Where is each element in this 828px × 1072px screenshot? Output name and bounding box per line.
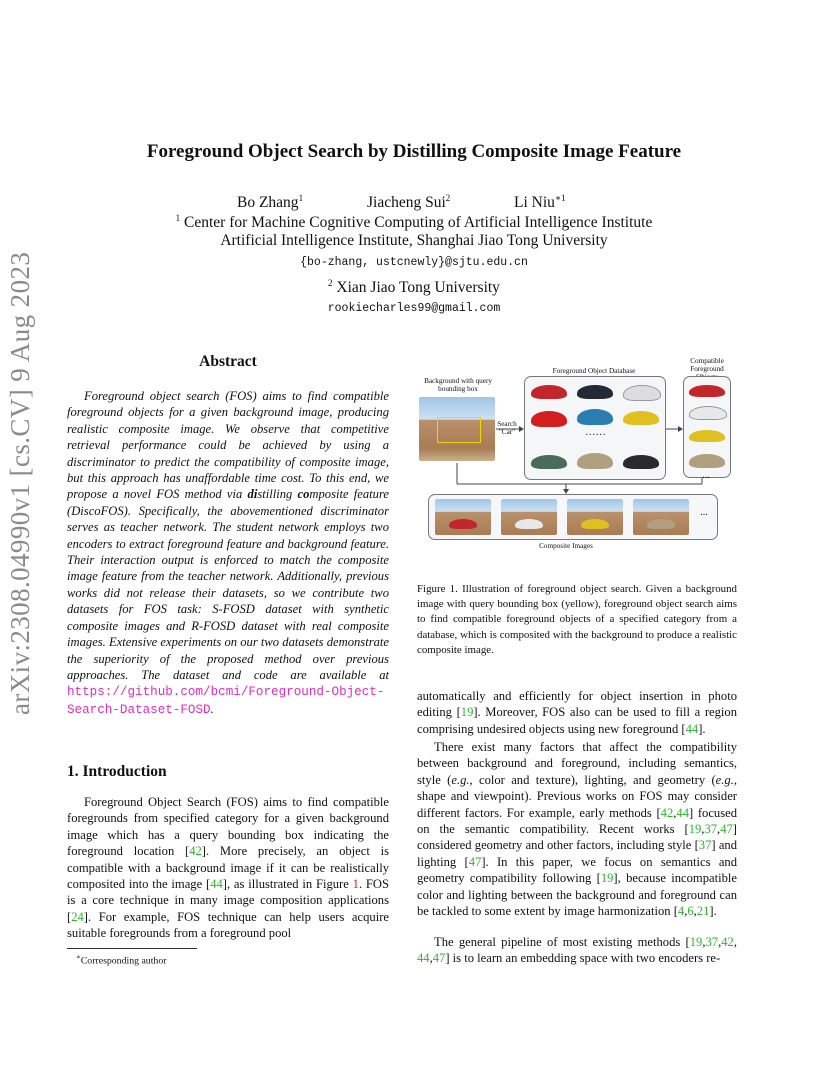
more-compatible: ... [702, 470, 710, 481]
citation-link[interactable]: 19 [600, 871, 614, 886]
affiliation-2-email: rookiecharles99@gmail.com [327, 302, 501, 315]
citation-link[interactable]: 37 [698, 838, 712, 853]
figure-caption: Figure 1. Illustration of foreground object search. Given a background image with query bounding box (yellow), foreground object search aims to find compatible foreground objects of a specified category from a database, which is composited with the background to produce a realistic composite image. [417, 583, 737, 656]
citation-link[interactable]: 44 [210, 877, 223, 892]
citation-link[interactable]: 4 [677, 904, 685, 919]
citation-link[interactable]: 47 [720, 822, 733, 837]
author-name: Bo Zhang [237, 194, 299, 212]
composite-image [435, 499, 491, 535]
citation-link[interactable]: 44 [685, 721, 699, 736]
intro-paragraph-2: There exist many factors that affect the compatibility between background and foreground, including semantics, style (e.g., color and texture), lighting, and geometry (e.g., shape and viewpoint). Previous works on FOS may consider different factors. For example, early methods [42,44] focused on the semantic compatibility. Recent works [19,37,47] considered geometry and other factors, including style [37] and lighting [47]. In this paper, we focus on semantics and geometry compatibility following [19], because incompatible color and lighting between the background and foreground can be tackled to some extent by image harmonization [4,6,21]. [417, 740, 738, 919]
author-mark: 1 [298, 193, 304, 203]
label-compatible: Compatible Foreground [690, 357, 724, 373]
car-thumbnail [577, 385, 613, 399]
car-thumbnail [689, 430, 725, 442]
citation-link[interactable]: 19 [688, 822, 702, 837]
intro-heading: 1. Introduction [67, 763, 167, 780]
affiliation-mark: 1 [175, 213, 181, 223]
figure-1 [416, 356, 734, 556]
citation-link[interactable]: 21 [696, 904, 710, 919]
dataset-link[interactable]: https://github.com/bcmi/Foreground-Object-Search-Dataset-FOSD [67, 685, 385, 717]
car-thumbnail [531, 455, 567, 469]
footnote: ∗Corresponding author [76, 953, 167, 967]
car-thumbnail [577, 409, 613, 425]
car-thumbnail [531, 411, 567, 427]
more-results: ...... [585, 427, 607, 438]
label-database: Foreground Object Database [552, 367, 636, 375]
car-thumbnail [689, 385, 725, 397]
paper-title: Foreground Object Search by Distilling Composite Image Feature [146, 141, 682, 162]
affiliation-1-line2: Artificial Intelligence Institute, Shanghai Jiao Tong University [220, 232, 608, 249]
car-thumbnail [577, 453, 613, 469]
composite-box [428, 494, 718, 540]
citation-link[interactable]: 24 [71, 909, 84, 924]
intro-paragraph-1-continued: automatically and efficiently for object insertion in photo editing [19]. Moreover, FOS also can be used to fill a region comprising undesired objects using new foreground [44]. [417, 689, 737, 736]
composite-image [501, 499, 557, 535]
citation-link[interactable]: 42 [189, 844, 202, 859]
affiliation-2-line1: $^2$ Xian Jiao Tong University [328, 278, 500, 297]
database-box [524, 376, 666, 480]
citation-link[interactable]: 42 [721, 935, 734, 949]
car-thumbnail [623, 385, 661, 401]
compatible-box [683, 376, 731, 481]
citation-link[interactable]: 44 [417, 951, 430, 966]
car-thumbnail [623, 411, 659, 425]
intro-paragraph-1: Foreground Object Search (FOS) aims to find compatible foregrounds from specified category for a given background image which has a query bounding box indicating the foreground location [42]. More precisely, an object is compatible with a background image if it can be realistically composited into the image [44], as illustrated in Figure 1. FOS is a core technique in many image composition applications [24]. For example, FOS technique can help users acquire suitable foregrounds from a foreground pool [67, 795, 389, 941]
label-search: Search "Car" [497, 420, 517, 436]
car-thumbnail [689, 454, 725, 468]
citation-link[interactable]: 37 [705, 935, 719, 949]
citation-link[interactable]: 37 [704, 822, 718, 837]
car-thumbnail [531, 385, 567, 399]
citation-link[interactable]: 44 [676, 805, 689, 820]
author-2 [367, 193, 450, 212]
affiliation-1-email: {bo-zhang, ustcnewly}@sjtu.edu.cn [300, 256, 528, 269]
abstract-heading: Abstract [199, 353, 257, 370]
author-name: Li Niu [514, 194, 555, 212]
intro-paragraph-3: The general pipeline of most existing methods [19,37,42, 44,47] is to learn an embedding space with two encoders re- [417, 935, 737, 966]
author-name: Jiacheng Sui [367, 194, 446, 212]
more-composites: ... [700, 507, 708, 518]
figure-ref-link[interactable]: 1 [352, 877, 359, 892]
abstract-body: Foreground object search (FOS) aims to find compatible foreground objects for a given background image, producing realistic composite image. We observe that competitive retrieval performance could be achieved by using a discriminator to predict the compatibility of composite image, but this approach has unaffordable time cost. To this end, we propose a novel FOS method via distilling composite feature (DiscoFOS). Specifically, the abovementioned discriminator serves as teacher network. The student network employs two encoders to extract foreground feature and background feature. Their interaction output is enforced to match the composite image feature from the teacher network. Additionally, previous works did not release their datasets, so we contribute two datasets for FOS task: S-FOSD dataset with synthetic composite images and R-FOSD dataset with real composite images. Extensive experiments on our two datasets demonstrate the superiority of the proposed method over previous approaches. The dataset and code are available at https://github.com/bcmi/Foreground-Object-Search-Dataset-FOSD. [67, 389, 390, 717]
composite-image [633, 499, 689, 535]
affiliation-1-line1: $^1$ Center for Machine Cognitive Computing of Artificial Intelligence Institute [175, 213, 653, 232]
citation-link[interactable]: 42 [660, 805, 674, 820]
citation-link[interactable]: 47 [432, 951, 446, 966]
car-thumbnail [689, 406, 727, 420]
label-composite: Composite Images [539, 542, 593, 550]
citation-link[interactable]: 19 [689, 935, 703, 949]
arxiv-stamp: arXiv:2308.04990v1 [cs.CV] 9 Aug 2023 [5, 251, 35, 715]
author-1 [237, 193, 303, 212]
composite-image [567, 499, 623, 535]
author-3 [514, 193, 566, 212]
author-mark: ∗1 [554, 193, 566, 203]
citation-link[interactable]: 6 [687, 904, 694, 919]
affiliation-mark: 2 [328, 278, 333, 288]
citation-link[interactable]: 47 [468, 854, 482, 869]
author-mark: 2 [445, 193, 451, 203]
footnote-rule [67, 948, 197, 949]
label-background: Background with query bounding box [424, 377, 492, 393]
car-thumbnail [623, 455, 659, 469]
citation-link[interactable]: 19 [460, 705, 474, 720]
